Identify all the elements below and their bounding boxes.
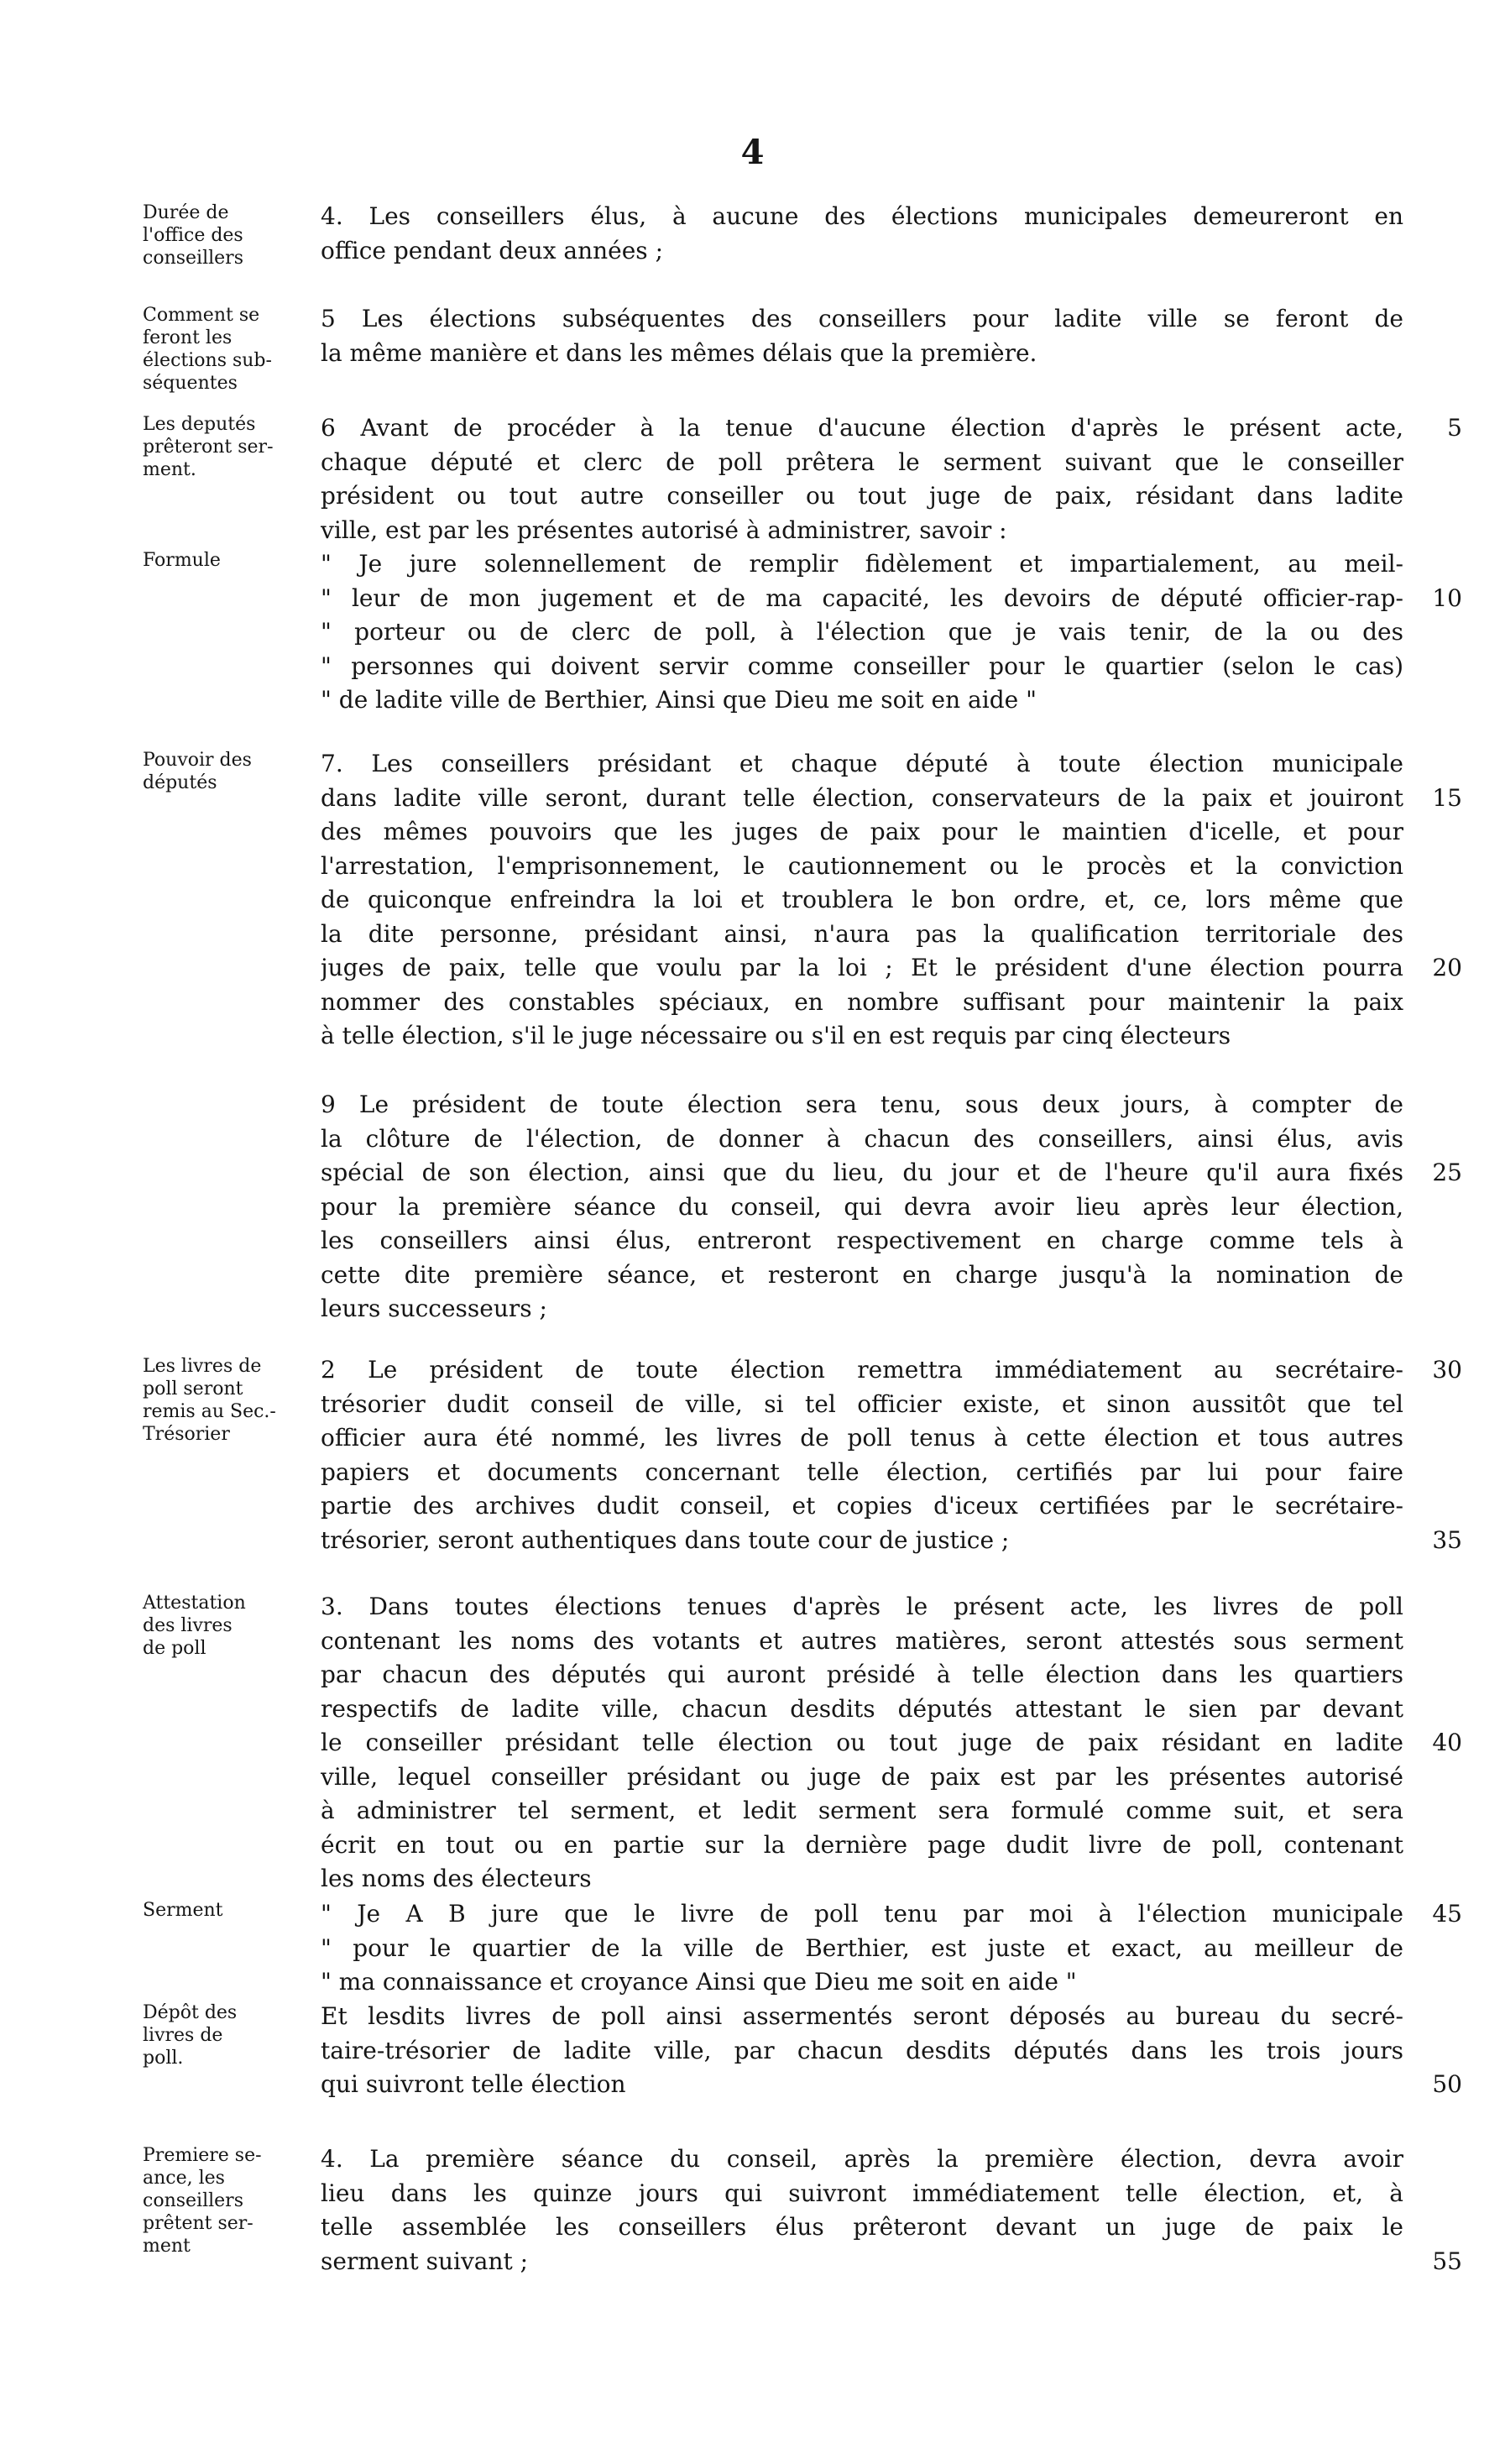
line-number: 55 xyxy=(1432,2247,1462,2275)
line-number: 40 xyxy=(1432,1729,1462,1756)
line-number: 35 xyxy=(1432,1525,1462,1554)
text-line: écrit en tout ou en partie sur la dernière page dudit livre de poll, contenant xyxy=(321,1830,1403,1859)
text-line: " personnes qui doivent servir comme conseiller pour le quartier (selon le cas) xyxy=(321,651,1403,680)
text-line: l'arrestation, l'emprisonnement, le cautionnement ou le procès et la conviction xyxy=(321,851,1403,880)
line-number: 30 xyxy=(1432,1356,1462,1384)
paragraph-text xyxy=(321,1353,1403,1557)
text-line: des mêmes pouvoirs que les juges de paix pour le maintien d'icelle, et pour xyxy=(321,818,1403,845)
text-line: le conseiller présidant telle élection ou tout juge de paix résidant en ladite xyxy=(321,1729,1403,1756)
margin-note: Formule xyxy=(143,550,221,571)
text-line: respectifs de ladite ville, chacun desdits députés attestant le sien par devant xyxy=(321,1694,1403,1723)
text-line: chaque député et clerc de poll prêtera le serment suivant que le conseiller xyxy=(321,447,1403,476)
text-line: lieu dans les quinze jours qui suivront immédiatement telle élection, et, à xyxy=(321,2179,1403,2207)
margin-note: Pouvoir des députés xyxy=(143,750,252,793)
margin-note: Attestation des livres de poll xyxy=(143,1593,246,1659)
text-line: leurs successeurs ; xyxy=(321,1295,547,1322)
line-number: 20 xyxy=(1432,954,1462,981)
paragraph-text xyxy=(321,2142,1403,2278)
text-line: 9 Le président de toute élection sera tenu, sous deux jours, à compter de xyxy=(321,1091,1403,1118)
text-line: Et lesdits livres de poll ainsi assermentés seront déposés au bureau du secré- xyxy=(321,2002,1403,2030)
text-line: ville, est par les présentes autorisé à administrer, savoir : xyxy=(321,515,1007,544)
text-line: qui suivront telle élection xyxy=(321,2070,626,2098)
line-number: 25 xyxy=(1432,1159,1462,1186)
margin-note: Serment xyxy=(143,1900,223,1921)
line-number: 45 xyxy=(1432,1900,1462,1928)
text-line: 7. Les conseillers présidant et chaque député à toute élection municipale xyxy=(321,750,1403,777)
text-line: contenant les noms des votants et autres matières, seront attestés sous serment xyxy=(321,1626,1403,1655)
text-line: la dite personne, présidant ainsi, n'aura pas la qualification territoriale des xyxy=(321,919,1403,948)
text-line: office pendant deux années ; xyxy=(321,236,664,264)
text-line: serment suivant ; xyxy=(321,2247,529,2275)
margin-note: Les deputés prêteront ser- ment. xyxy=(143,414,274,480)
text-line: telle assemblée les conseillers élus prêteront devant un juge de paix le xyxy=(321,2213,1403,2241)
text-line: partie des archives dudit conseil, et copies d'iceux certifiées par le secrétaire- xyxy=(321,1492,1403,1520)
text-line: 2 Le président de toute élection remettra immédiatement au secrétaire- xyxy=(321,1356,1403,1384)
text-line: taire-trésorier de ladite ville, par chacun desdits députés dans les trois jours xyxy=(321,2036,1403,2064)
page-number: 4 xyxy=(740,133,765,172)
paragraph-text xyxy=(321,2000,1403,2102)
text-line: " porteur ou de clerc de poll, à l'élection que je vais tenir, de la ou des xyxy=(321,618,1403,646)
text-line: cette dite première séance, et resteront en charge jusqu'à la nomination de xyxy=(321,1260,1403,1289)
text-line: de quiconque enfreindra la loi et troublera le bon ordre, et, ce, lors même que xyxy=(321,886,1403,913)
text-line: 5 Les élections subséquentes des conseillers pour ladite ville se feront de xyxy=(321,305,1403,332)
text-line: nommer des constables spéciaux, en nombre suffisant pour maintenir la paix xyxy=(321,987,1403,1016)
text-line: la même manière et dans les mêmes délais que la première. xyxy=(321,338,1037,367)
text-line: par chacun des députés qui auront présidé à telle élection dans les quartiers xyxy=(321,1661,1403,1688)
line-number: 15 xyxy=(1432,783,1462,812)
margin-note: Durée de l'office des conseillers xyxy=(143,202,243,269)
line-number: 10 xyxy=(1432,583,1462,612)
paragraph-text xyxy=(321,411,1403,547)
text-line: 4. La première séance du conseil, après la première élection, devra avoir xyxy=(321,2145,1403,2173)
text-line: ville, lequel conseiller présidant ou juge de paix est par les présentes autorisé xyxy=(321,1762,1403,1791)
text-line: trésorier dudit conseil de ville, si tel officier existe, et sinon aussitôt que tel xyxy=(321,1389,1403,1418)
paragraph-text xyxy=(321,747,1403,1054)
paragraph-text xyxy=(321,547,1403,718)
margin-note: Dépôt des livres de poll. xyxy=(143,2002,238,2069)
text-line: juges de paix, telle que voulu par la loi ; Et le président d'une élection pourra xyxy=(321,954,1403,981)
text-line: à administrer tel serment, et ledit serment sera formulé comme suit, et sera xyxy=(321,1797,1403,1824)
text-line: " de ladite ville de Berthier, Ainsi que Dieu me soit en aide " xyxy=(321,686,1037,714)
text-line: " pour le quartier de la ville de Berthier, est juste et exact, au meilleur de xyxy=(321,1933,1403,1962)
paragraph-text xyxy=(321,1088,1403,1326)
text-line: à telle élection, s'il le juge nécessaire ou s'il en est requis par cinq électeurs xyxy=(321,1022,1231,1049)
text-line: les noms des électeurs xyxy=(321,1865,592,1892)
text-line: 6 Avant de procéder à la tenue d'aucune élection d'après le présent acte, xyxy=(321,414,1403,442)
text-line: " Je A B jure que le livre de poll tenu par moi à l'élection municipale xyxy=(321,1900,1403,1928)
text-line: trésorier, seront authentiques dans toute cour de justice ; xyxy=(321,1525,1010,1554)
paragraph-text xyxy=(321,1897,1403,2000)
paragraph-text xyxy=(321,1590,1403,1896)
margin-note: Les livres de poll seront remis au Sec.- Trésorier xyxy=(143,1356,276,1445)
text-line: la clôture de l'élection, de donner à chacun des conseillers, ainsi élus, avis xyxy=(321,1124,1403,1153)
line-number: 50 xyxy=(1432,2070,1462,2098)
text-line: président ou tout autre conseiller ou tout juge de paix, résidant dans ladite xyxy=(321,482,1403,510)
text-line: " Je jure solennellement de remplir fidèlement et impartialement, au meil- xyxy=(321,550,1403,578)
paragraph-text xyxy=(321,302,1403,370)
margin-note: Premiere se- ance, les conseillers prêtent ser- ment xyxy=(143,2145,262,2257)
text-line: " ma connaissance et croyance Ainsi que Dieu me soit en aide " xyxy=(321,1968,1077,1996)
text-line: dans ladite ville seront, durant telle élection, conservateurs de la paix et jouiront xyxy=(321,783,1403,812)
text-line: " leur de mon jugement et de ma capacité, les devoirs de député officier-rap- xyxy=(321,583,1403,612)
text-line: papiers et documents concernant telle élection, certifiés par lui pour faire xyxy=(321,1457,1403,1486)
paragraph-text xyxy=(321,200,1403,268)
text-line: 4. Les conseillers élus, à aucune des élections municipales demeureront en xyxy=(321,202,1403,230)
text-line: officier aura été nommé, les livres de poll tenus à cette élection et tous autres xyxy=(321,1424,1403,1452)
line-number: 5 xyxy=(1447,414,1462,442)
text-line: spécial de son élection, ainsi que du lieu, du jour et de l'heure qu'il aura fixés xyxy=(321,1159,1403,1186)
text-line: 3. Dans toutes élections tenues d'après le présent acte, les livres de poll xyxy=(321,1593,1403,1620)
text-line: pour la première séance du conseil, qui devra avoir lieu après leur élection, xyxy=(321,1192,1403,1221)
text-line: les conseillers ainsi élus, entreront respectivement en charge comme tels à xyxy=(321,1227,1403,1254)
margin-note: Comment se feront les élections sub- séquentes xyxy=(143,305,272,394)
